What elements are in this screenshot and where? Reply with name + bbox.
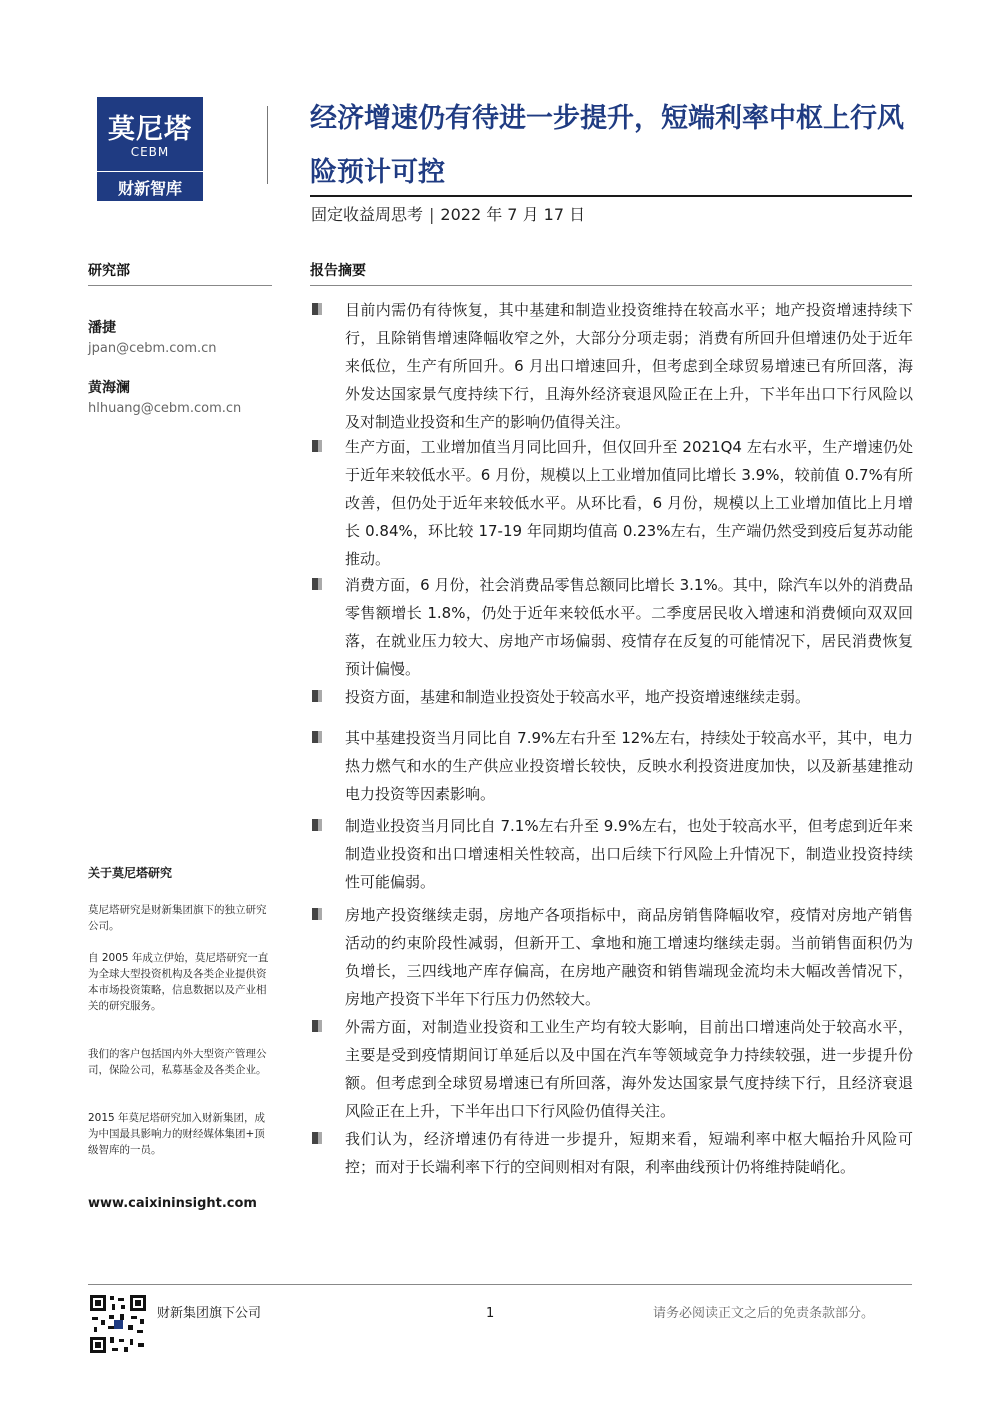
footer-disclaimer: 请务必阅读正文之后的免责条款部分。 (653, 1306, 875, 1321)
about-heading: 关于莫尼塔研究 (88, 866, 173, 880)
title-rule (310, 195, 912, 197)
summary-paragraph: 制造业投资当月同比自 7.1%左右升至 9.9%左右，也处于较高水平，但考虑到近年来制造业投资和出口增速相关性较高，出口后续下行风险上升情况下，制造业投资持续性可能偏弱。 (345, 817, 913, 891)
about-paragraph: 自 2005 年成立伊始，莫尼塔研究一直为全球大型投资机构及各类企业提供资本市场投资策略，信息数据以及产业相关的研究服务。 (88, 952, 269, 1012)
bullet-marker (312, 1132, 322, 1144)
summary-paragraph: 外需方面，对制造业投资和工业生产均有较大影响，目前出口增速尚处于较高水平，主要是受到疫情期间订单延后以及中国在汽车等领域竞争力持续较强，进一步提升份额。但考虑到全球贸易增速已有所回落，海外发达国家景气度持续下行，且经济衰退风险正在上升，下半年出口下行风险仍值得关注。 (345, 1018, 913, 1120)
footer-company: 财新集团旗下公司 (157, 1306, 262, 1321)
logo-sub-text: 财新智库 (117, 179, 182, 198)
dept-heading: 研究部 (88, 263, 130, 279)
summary-paragraph: 其中基建投资当月同比自 7.9%左右升至 12%左右，持续处于较高水平，其中，电力热力燃气和水的生产供应业投资增长较快，反映水利投资进度加快，以及新基建推动电力投资等因素影响。 (345, 729, 913, 803)
report-series: 固定收益周思考 (311, 205, 424, 224)
report-title: 经济增速仍有待进一步提升，短端利率中枢上行风险预计可控 (310, 103, 904, 188)
logo-name-en: CEBM (130, 145, 170, 159)
report-date: 2022 年 7 月 17 日 (440, 205, 586, 224)
author-name: 黄海澜 (88, 380, 130, 396)
qr-code-icon (88, 1293, 148, 1355)
page-number: 1 (486, 1306, 495, 1321)
logo-sub-block (97, 172, 203, 201)
summary-paragraph: 房地产投资继续走弱，房地产各项指标中，商品房销售降幅收窄，疫情对房地产销售活动的约束阶段性减弱，但新开工、拿地和施工增速均继续走弱。当前销售面积仍为负增长，三四线地产库存偏高，在房地产融资和销售端现金流均未大幅改善情况下，房地产投资下半年下行压力仍然较大。 (345, 906, 913, 1008)
bullet-marker (312, 731, 322, 743)
bullet-marker (312, 440, 322, 452)
about-paragraph: 2015 年莫尼塔研究加入财新集团，成为中国最具影响力的财经媒体集团+顶级智库的一员。 (88, 1112, 266, 1156)
brand-logo (97, 97, 203, 201)
bullet-marker (312, 908, 322, 920)
author-name: 潘捷 (88, 320, 116, 336)
author-email[interactable]: jpan@cebm.com.cn (88, 341, 217, 356)
bullet-marker (312, 578, 322, 590)
bullet-marker (312, 819, 322, 831)
dept-rule (88, 285, 272, 286)
footer-rule (88, 1284, 912, 1285)
bullet-marker (312, 303, 322, 315)
summary-rule (310, 285, 912, 286)
report-subtitle: 固定收益周思考 | 2022 年 7 月 17 日 (311, 205, 586, 224)
summary-paragraph: 我们认为，经济增速仍有待进一步提升，短期来看，短端利率中枢大幅抬升风险可控；而对于长端利率下行的空间则相对有限，利率曲线预计仍将维持陡峭化。 (345, 1130, 913, 1176)
logo-name-cn: 莫尼塔 (108, 114, 192, 145)
bullet-marker (312, 690, 322, 702)
logo-block (97, 97, 203, 171)
summary-paragraph: 目前内需仍有待恢复，其中基建和制造业投资维持在较高水平；地产投资增速持续下行，且除销售增速降幅收窄之外，大部分分项走弱；消费有所回升但增速仍处于近年来低位，生产有所回升。6 月出口增速回升，但考虑到全球贸易增速已有所回落，海外发达国家景气度持续下行，且海外经济衰退风险正在上升，下半年出口下行风险以及对制造业投资和生产的影响仍值得关注。 (345, 301, 913, 431)
bullet-marker (312, 1020, 322, 1032)
summary-heading: 报告摘要 (310, 263, 366, 279)
about-paragraph: 我们的客户包括国内外大型资产管理公司，保险公司，私募基金及各类企业。 (88, 1048, 267, 1076)
summary-paragraph: 生产方面，工业增加值当月同比回升，但仅回升至 2021Q4 左右水平，生产增速仍处于近年来较低水平。6 月份，规模以上工业增加值同比增长 3.9%，较前值 0.7%有所改善，但仍处于近年来较低水平。从环比看，6 月份，规模以上工业增加值比上月增长 0.84%，环比较 17-19 年同期均值高 0.23%左右，生产端仍然受到疫后复苏动能推动。 (345, 438, 913, 568)
website-link[interactable]: www.caixininsight.com (88, 1196, 257, 1211)
summary-paragraph: 消费方面，6 月份，社会消费品零售总额同比增长 3.1%。其中，除汽车以外的消费品零售额增长 1.8%，仍处于近年来较低水平。二季度居民收入增速和消费倾向双双回落，在就业压力较大、房地产市场偏弱、疫情存在反复的可能情况下，居民消费恢复预计偏慢。 (345, 576, 913, 678)
header-divider (267, 106, 268, 184)
summary-paragraph: 投资方面，基建和制造业投资处于较高水平，地产投资增速继续走弱。 (345, 688, 811, 706)
about-paragraph: 莫尼塔研究是财新集团旗下的独立研究公司。 (88, 904, 267, 932)
author-email[interactable]: hlhuang@cebm.com.cn (88, 401, 242, 416)
